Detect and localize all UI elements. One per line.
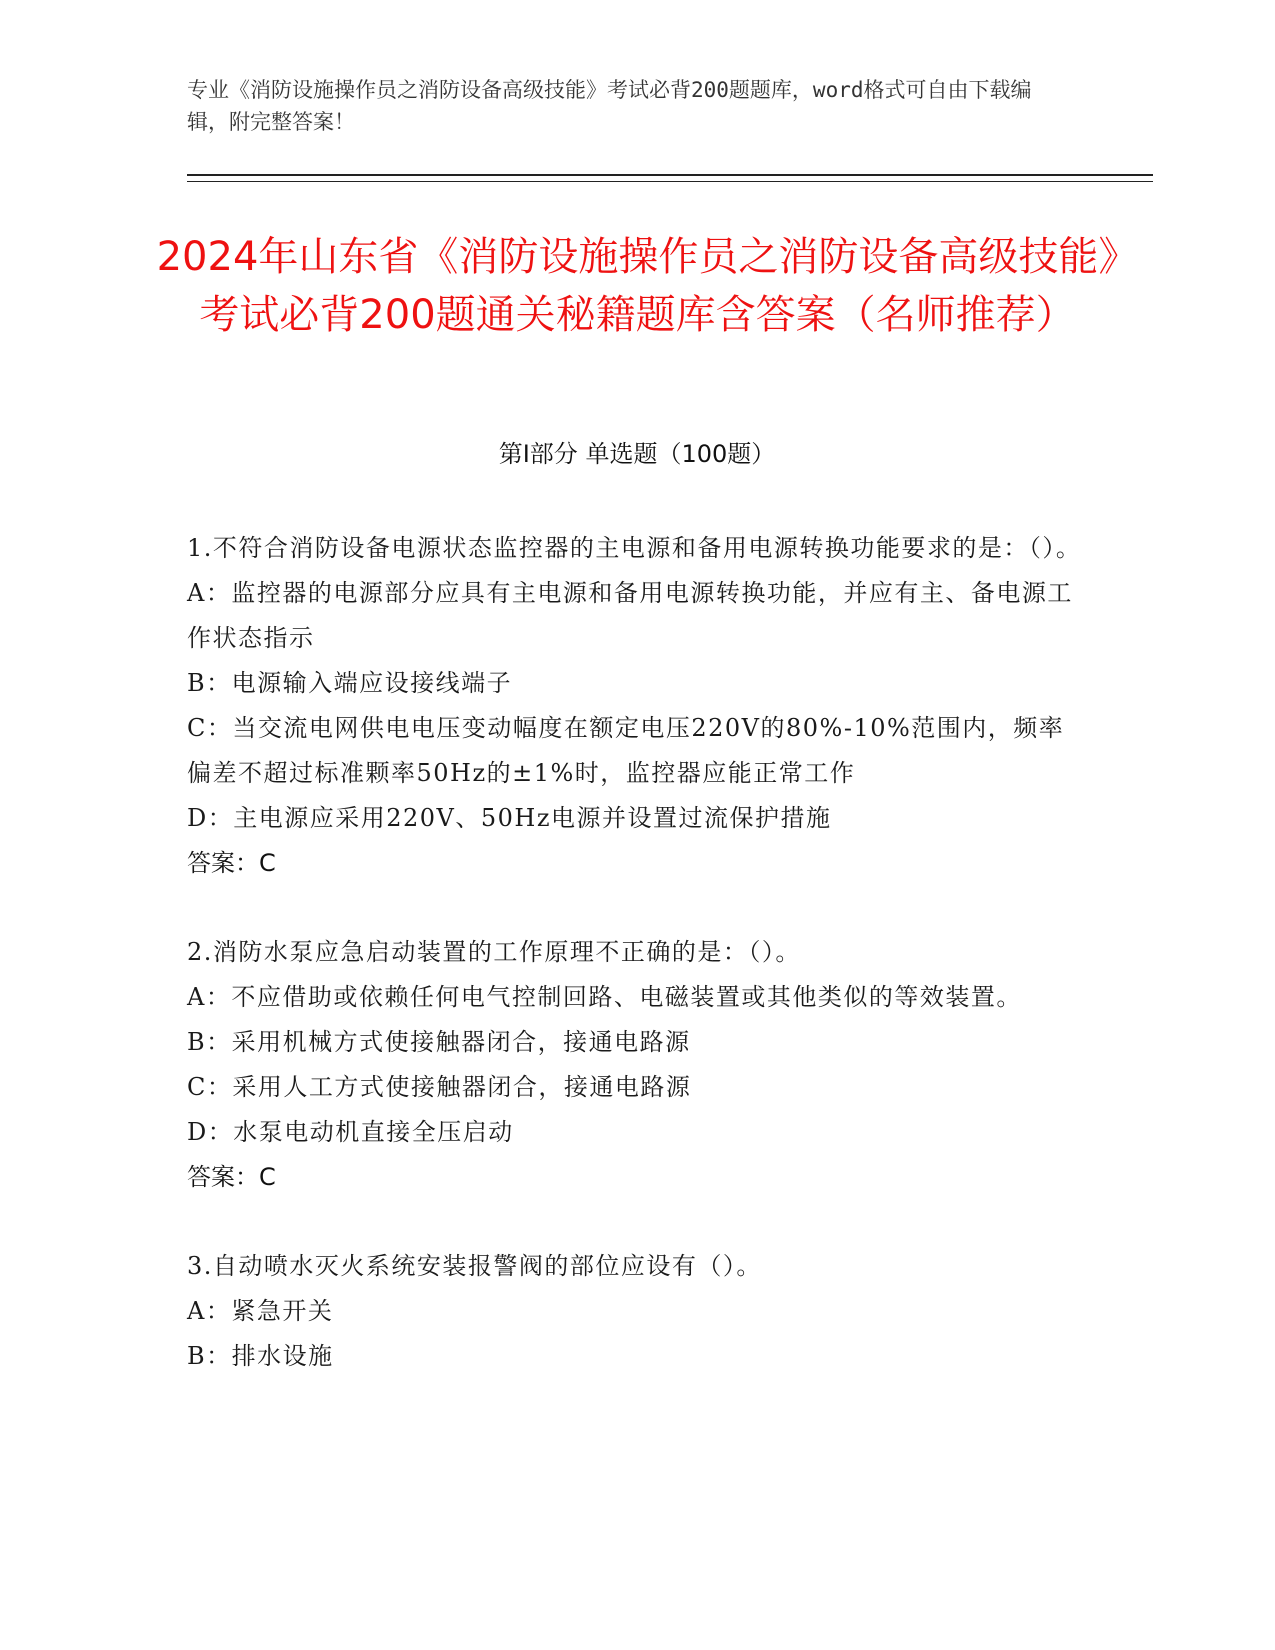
option-d: D：水泵电动机直接全压启动 (187, 1118, 514, 1146)
header-rule-thick (187, 174, 1153, 176)
option-b: B：采用机械方式使接触器闭合，接通电路源 (187, 1028, 691, 1056)
question-1 (187, 526, 1087, 886)
question-stem: 1.不符合消防设备电源状态监控器的主电源和备用电源转换功能要求的是：（）。 (187, 534, 1082, 562)
option-a: A：监控器的电源部分应具有主电源和备用电源转换功能，并应有主、备电源工作状态指示 (187, 579, 1073, 652)
option-c: C：当交流电网供电电压变动幅度在额定电压220V的80%-10%范围内，频率偏差不超过标准颗率50Hz的±1%时，监控器应能正常工作 (187, 714, 1065, 787)
option-a: A：不应借助或依赖任何电气控制回路、电磁装置或其他类似的等效装置。 (187, 983, 1022, 1011)
header-note: 专业《消防设施操作员之消防设备高级技能》考试必背200题题库，word格式可自由下载编辑，附完整答案！ (187, 78, 1032, 134)
answer: 答案：C (187, 849, 276, 877)
section-title: 第Ⅰ部分 单选题（100题） (498, 440, 776, 468)
question-stem: 3.自动喷水灭火系统安装报警阀的部位应设有（）。 (187, 1252, 762, 1280)
option-b: B：排水设施 (187, 1342, 334, 1370)
option-b: B：电源输入端应设接线端子 (187, 669, 513, 697)
question-3 (187, 1244, 1087, 1379)
answer: 答案：C (187, 1163, 276, 1191)
question-list (187, 526, 1087, 1423)
question-stem: 2.消防水泵应急启动装置的工作原理不正确的是：（）。 (187, 938, 801, 966)
header-rule-thin (187, 181, 1153, 182)
document-title: 2024年山东省《消防设施操作员之消防设备高级技能》考试必背200题通关秘籍题库含答案（名师推荐） (156, 234, 1119, 338)
question-2 (187, 930, 1087, 1200)
option-a: A：紧急开关 (187, 1297, 334, 1325)
option-c: C：采用人工方式使接触器闭合，接通电路源 (187, 1073, 692, 1101)
option-d: D：主电源应采用220V、50Hz电源并设置过流保护措施 (187, 804, 832, 832)
